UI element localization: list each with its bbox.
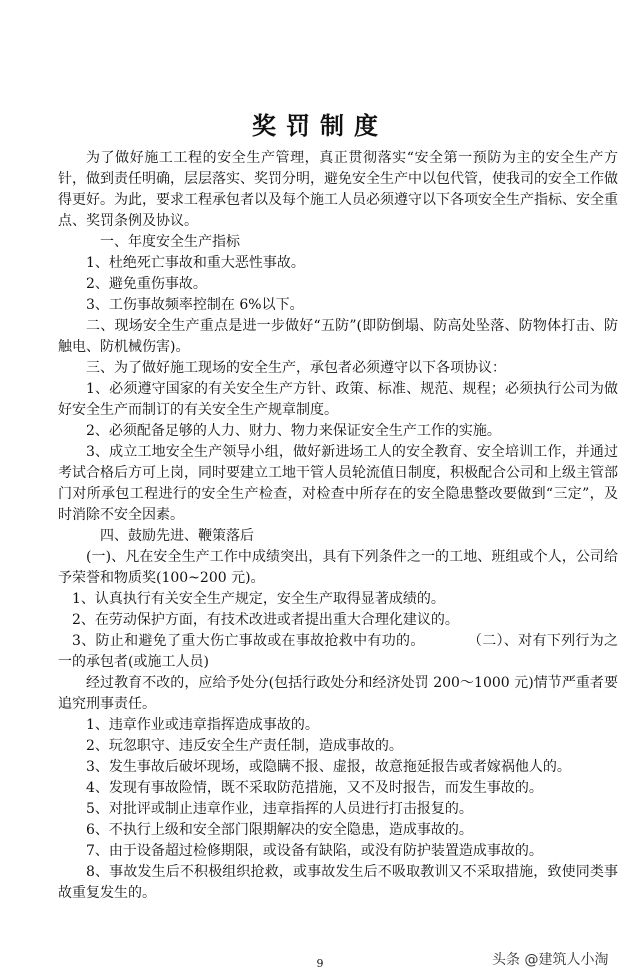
paragraph: 1、杜绝死亡事故和重大恶性事故。 [86, 255, 305, 271]
paragraph: 2、必须配备足够的人力、财力、物力来保证安全生产工作的实施。 [86, 423, 501, 439]
paragraph: 1、必须遵守国家的有关安全生产方针、政策、标准、规范、规程；必须执行公司为做好安全生产而制订的有关安全生产规章制度。 [58, 381, 618, 418]
page-number: 9 [316, 957, 324, 970]
paragraph: 5、对批评或制止违章作业，违章指挥的人员进行打击报复的。 [86, 801, 473, 817]
paragraph: 3、防止和避免了重大伤亡事故或在事故抢救中有功的。 （二）、对有下列行为之一的承包者(或施工人员) [58, 633, 618, 670]
paragraph: 6、不执行上级和安全部门限期解决的安全隐患，造成事故的。 [86, 822, 473, 838]
paragraph: 3、发生事故后破坏现场，或隐瞒不报、虚报，故意拖延报告或者嫁祸他人的。 [86, 759, 571, 775]
page-title: 奖罚制度 [252, 111, 388, 140]
paragraph: 三、为了做好施工现场的安全生产，承包者必须遵守以下各项协议： [86, 360, 506, 376]
paragraph: 4、发现有事故险情，既不采取防范措施，又不及时报告，而发生事故的。 [86, 780, 543, 796]
paragraph: 1、违章作业或违章指挥造成事故的。 [86, 717, 319, 733]
paragraph: 7、由于设备超过检修期限，或设备有缺陷，或没有防护装置造成事故的。 [86, 843, 543, 859]
watermark: 头条 @建筑人小淘 [488, 948, 612, 970]
paragraph: 二、现场安全生产重点是进一步做好“五防”(即防倒塌、防高处坠落、防物体打击、防触电、防机械伤害)。 [58, 318, 618, 355]
paragraph: 为了做好施工工程的安全生产管理，真正贯彻落实“安全第一预防为主的安全生产方针，做到责任明确，层层落实、奖罚分明，避免安全生产中以包代管，使我司的安全工作做得更好。为此，要求工程承包者以及每个施工人员必须遵守以下各项安全生产指标、安全重点、奖罚条例及协议。 [58, 150, 618, 229]
paragraph: 经过教育不改的，应给予处分(包括行政处分和经济处罚 200～1000 元)情节严重者要追究刑事责任。 [58, 675, 618, 712]
paragraph: 一、年度安全生产指标 [100, 234, 240, 250]
paragraph: 8、事故发生后不积极组织抢救，或事故发生后不吸取教训又不采取措施，致使同类事故重复发生的。 [58, 864, 618, 901]
document-body [58, 148, 618, 904]
paragraph: 1、认真执行有关安全生产规定，安全生产取得显著成绩的。 [72, 591, 445, 607]
paragraph: (一)、凡在安全生产工作中成绩突出，具有下列条件之一的工地、班组或个人，公司给予荣誉和物质奖(100~200 元)。 [58, 549, 618, 586]
paragraph: 3、成立工地安全生产领导小组，做好新进场工人的安全教育、安全培训工作，并通过考试合格后方可上岗，同时要建立工地干管人员轮流值日制度，积极配合公司和上级主管部门对所承包工程进行的安全生产检查，对检查中所存在的安全隐患整改要做到“三定”，及时消除不安全因素。 [58, 444, 618, 523]
paragraph: 3、工伤事故频率控制在 6%以下。 [86, 297, 304, 313]
paragraph: 四、鼓励先进、鞭策落后 [100, 528, 254, 544]
paragraph: 2、玩忽职守、违反安全生产责任制，造成事故的。 [86, 738, 403, 754]
paragraph: 2、在劳动保护方面，有技术改进或者提出重大合理化建议的。 [72, 612, 459, 628]
paragraph: 2、避免重伤事故。 [86, 276, 207, 292]
